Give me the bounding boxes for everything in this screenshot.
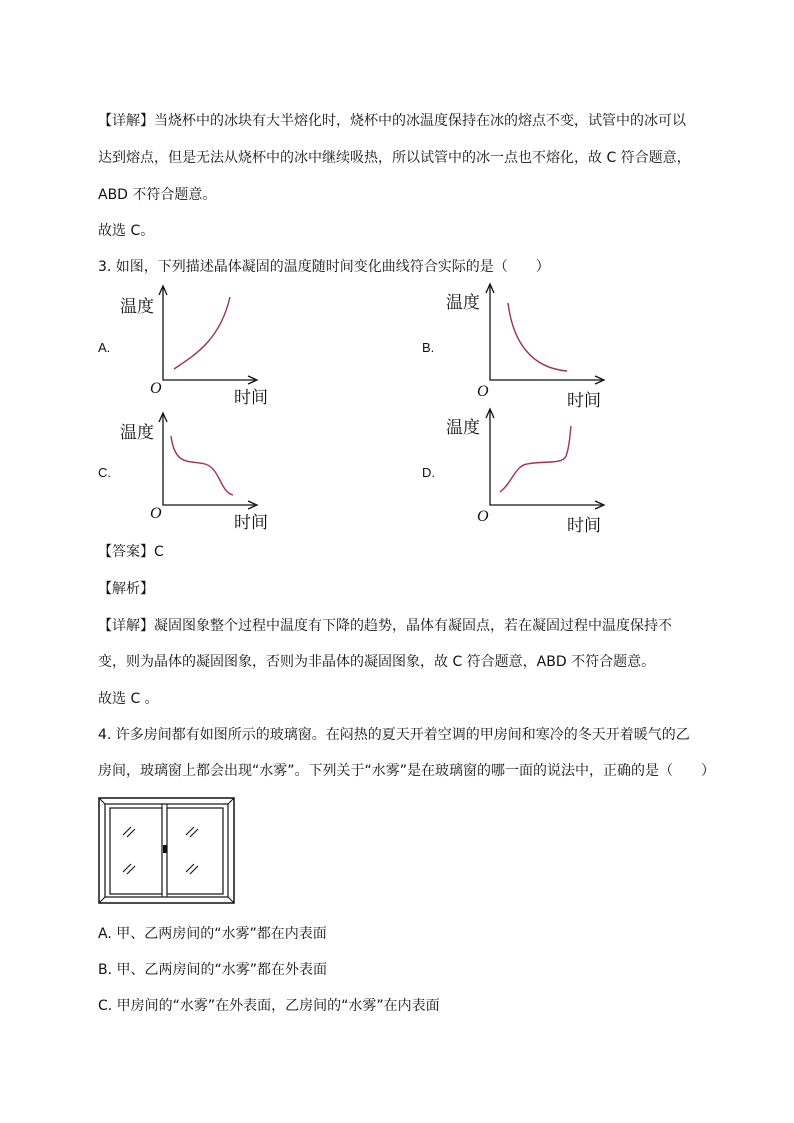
window-handle: [163, 845, 167, 853]
graph-c-curve: [171, 436, 233, 495]
graph-a-origin: O: [150, 380, 162, 397]
graph-a-axes: [163, 288, 255, 380]
graph-b-origin: O: [477, 383, 489, 400]
q3-stem: 3. 如图，下列描述晶体凝固的温度随时间变化曲线符合实际的是（ ）: [98, 259, 550, 275]
graph-a-curve: [174, 297, 230, 369]
graph-b-xlabel: 时间: [567, 391, 601, 411]
graph-a-xlabel: 时间: [234, 388, 268, 408]
graph-b-curve: [508, 303, 567, 371]
q3-choose: 故选 C 。: [98, 691, 159, 707]
graph-c-plot: [150, 412, 270, 510]
window-figure: [98, 797, 236, 907]
option-letter-a: A.: [98, 340, 111, 355]
q4-stem-line-2: 房间，玻璃窗上都会出现“水雾”。下列关于“水雾”是在玻璃窗的哪一面的说法中，正确的是（ ）: [98, 763, 716, 779]
window-left-pane: [110, 808, 162, 894]
graph-c-origin: O: [150, 505, 162, 522]
graph-d-origin: O: [477, 508, 489, 525]
q3-analysis-heading: 【解析】: [98, 581, 154, 597]
q3-detail-line-1: 【详解】凝固图象整个过程中温度有下降的趋势，晶体有凝固点，若在凝固过程中温度保持不: [98, 618, 672, 634]
graph-b-ylabel: 温度: [446, 293, 480, 313]
q4-option-b: B. 甲、乙两房间的“水雾”都在外表面: [98, 962, 328, 978]
graph-d-axes: [490, 411, 602, 505]
q4-option-c: C. 甲房间的“水雾”在外表面，乙房间的“水雾”在内表面: [98, 998, 440, 1014]
window-right-pane: [167, 808, 223, 894]
graph-c-axes: [163, 415, 255, 505]
q2-detail-line-1: 【详解】当烧杯中的冰块有大半熔化时，烧杯中的冰温度保持在冰的熔点不变，试管中的冰可以: [98, 113, 686, 129]
graph-d-xlabel: 时间: [567, 516, 601, 536]
q2-detail-line-3: ABD 不符合题意。: [98, 187, 217, 203]
graph-d-curve: [500, 426, 571, 492]
graph-a-ylabel: 温度: [120, 297, 154, 317]
graph-c-xlabel: 时间: [234, 513, 268, 533]
q2-detail-line-2: 达到熔点，但是无法从烧杯中的冰中继续吸热，所以试管中的冰一点也不熔化，故 C 符合题意，: [98, 150, 691, 166]
option-letter-b: B.: [422, 340, 435, 355]
option-letter-c: C.: [98, 465, 111, 480]
glass-reflection-marks: [123, 827, 198, 874]
graph-d-ylabel: 温度: [446, 418, 480, 438]
option-letter-d: D.: [422, 465, 435, 480]
q4-stem-line-1: 4. 许多房间都有如图所示的玻璃窗。在闷热的夏天开着空调的甲房间和寒冷的冬天开着暖气的乙: [98, 727, 690, 743]
q3-detail-line-2: 变，则为晶体的凝固图象，否则为非晶体的凝固图象，故 C 符合题意，ABD 不符合题意。: [98, 654, 656, 670]
graph-d-plot: [477, 408, 607, 510]
graph-a-plot: [150, 285, 270, 385]
graph-c-ylabel: 温度: [120, 423, 154, 443]
q3-answer: 【答案】C: [98, 544, 164, 560]
q2-choose: 故选 C。: [98, 223, 155, 239]
q4-option-a: A. 甲、乙两房间的“水雾”都在内表面: [98, 926, 327, 942]
graph-b-plot: [477, 283, 607, 385]
